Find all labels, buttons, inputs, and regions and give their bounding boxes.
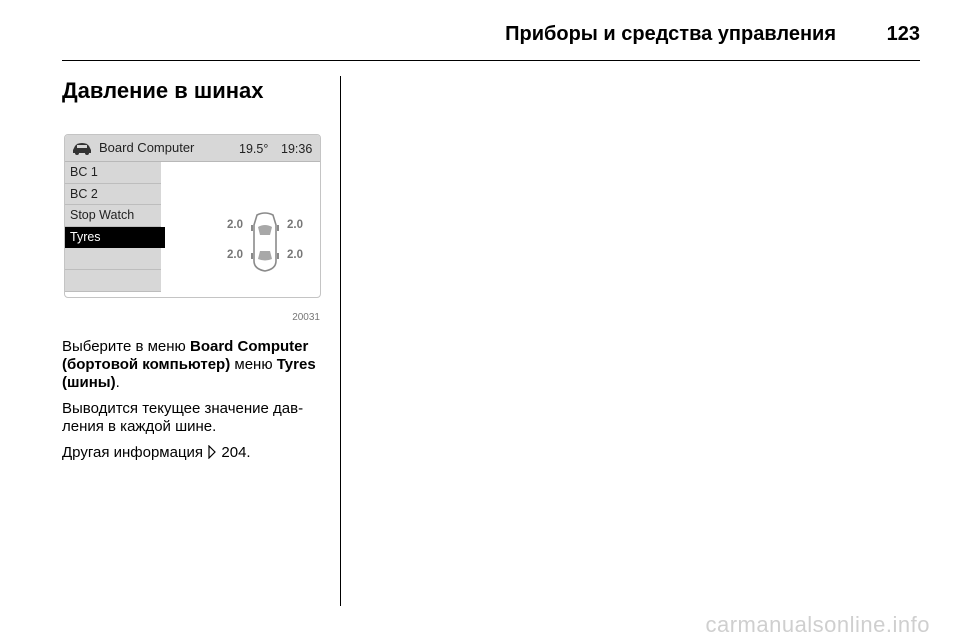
body-text	[62, 338, 330, 470]
time-readout: 19:36	[281, 142, 313, 156]
car-logo-icon	[71, 141, 93, 155]
pressure-front-left: 2.0	[227, 219, 243, 231]
menu-item-empty	[65, 270, 161, 292]
page-number: 123	[886, 23, 920, 45]
figure-code: 20031	[292, 312, 320, 323]
watermark: carmanualsonline.info	[705, 612, 930, 637]
menu-item-bc1[interactable]: BC 1	[65, 162, 161, 184]
menu-item-tyres[interactable]: Tyres	[65, 227, 165, 249]
page-header	[62, 16, 920, 61]
text-span: .	[246, 444, 251, 461]
screen-title: Board Computer	[99, 140, 195, 155]
menu-item-bc2[interactable]: BC 2	[65, 184, 161, 206]
paragraph-select-menu	[62, 338, 330, 392]
menu-name-bold: Board Computer (бортовой компьютер)	[62, 338, 309, 373]
text-span: .	[115, 374, 120, 391]
menu-item-stop-watch[interactable]: Stop Watch	[65, 205, 161, 227]
reference-arrow-icon	[207, 445, 217, 459]
pressure-rear-left: 2.0	[227, 249, 243, 261]
tyre-pressure-panel	[215, 207, 315, 277]
submenu-name-bold: Tyres (шины)	[62, 356, 316, 391]
screen-menu	[65, 162, 161, 292]
temperature-readout: 19.5°	[239, 142, 269, 156]
screen-header	[65, 135, 320, 162]
car-top-view-icon	[248, 211, 282, 273]
text-span: меню	[230, 356, 277, 373]
pressure-front-right: 2.0	[287, 219, 303, 231]
page-reference-link[interactable]: 204	[221, 444, 247, 461]
paragraph-reference	[62, 444, 330, 462]
board-computer-figure	[62, 132, 322, 328]
menu-item-empty	[65, 248, 161, 270]
text-span: Выберите в меню	[62, 338, 190, 355]
text-span: Другая информация	[62, 444, 208, 461]
section-title: Давление в шинах	[62, 78, 264, 103]
running-section-name: Приборы и средства управления	[505, 23, 836, 45]
pressure-rear-right: 2.0	[287, 249, 303, 261]
paragraph-description: Выводится текущее значение дав-ления в каждой шине.	[62, 400, 304, 435]
display-screen	[64, 134, 321, 298]
column-divider	[340, 76, 341, 606]
